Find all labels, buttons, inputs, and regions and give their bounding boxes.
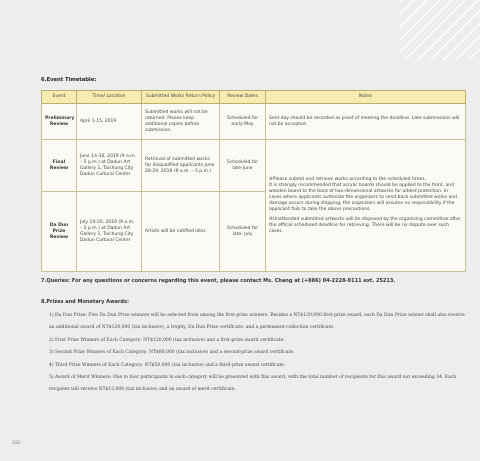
time-location-cell: June 14-16, 2019 (9 a.m. – 5 p.m.) at Dadun Art Gallery 1, Taichung City Dadun Cultural Center — [77, 140, 142, 192]
list-item: 2) First Prize Winners of Each Category: NT$120,000 (tax inclusive) and a first-prize award certificate. — [49, 337, 285, 343]
list-item: 5) Award of Merit Winners: One to four participants in each category will be presented with this award, with the total number of recipients for this award not exceeding 34. Each recipient will receive NT$15,000 (tax inclusive) and an award of merit certificate. — [49, 375, 457, 392]
decorative-stripes — [400, 0, 480, 60]
table-row-final — [42, 140, 466, 192]
table-header-row — [42, 91, 466, 104]
list-item: 4) Third Prize Winners of Each Category: NT$50,000 (tax inclusive) and a third-prize award certificate. — [49, 362, 286, 368]
column-header-event: Event — [42, 91, 77, 104]
return-policy-cell: Artists will be notified later. — [142, 192, 220, 272]
return-policy-cell: Submitted works will not be returned. Please keep additional copies before submission. — [142, 104, 220, 140]
time-location-cell: April 1-15, 2019 — [77, 104, 142, 140]
table-row-preliminary — [42, 104, 466, 140]
list-item: 1) Da Dun Prize: Five Da Dun Prize winners will be selected from among the first-prize winners. Besides a NT$120,000 first-prize award, each Da Dun Prize winner shall also receive an additional award of NT$120,000 (tax inclusive), a trophy, Da Dun Prize certificate, and a permanent-collection certificate. — [49, 313, 465, 330]
review-dates-cell: Scheduled for late- July — [220, 192, 266, 272]
prizes-heading: 8.Prizes and Monetary Awards: — [41, 299, 129, 305]
prizes-list — [49, 310, 469, 397]
list-item: 3) Second Prize Winners of Each Category: NT$80,000 (tax inclusive) and a second-prize award certificate. — [49, 350, 295, 355]
review-dates-cell: Scheduled for early-May — [220, 104, 266, 140]
note-paragraph: ※Unattended submitted artworks will be disposed by the organizing committee after the official scheduled deadline for retrieving. There will be no dispute over such cases. — [269, 216, 461, 234]
notes-cell: Sent day should be recorded as proof of meeting the deadline. Late submissions will not be accepted. — [266, 104, 466, 140]
column-header-notes: Notes — [266, 91, 466, 104]
return-policy-cell: Retrieval of submitted works for disqualified applicants June 28-29, 2019 (9 a.m. – 5 p.m.) — [142, 140, 220, 192]
column-header-review-dates: Review Dates — [220, 91, 266, 104]
note-paragraph: It is strongly recommended that acrylic boards should be applied to the front, and wooden board to the back of two-dimensional artworks for added protection. In cases where applicants authorize the organizers to send back submitted works and damage occurs during shipping, the organizers will assume no responsibility if the applicant fails to take the above precautions. — [269, 182, 458, 212]
queries-paragraph: 7.Queries: For any questions or concerns regarding this event, please contact Ms. Chang at (+886) 04-2228-9111 ext. 25213. — [41, 278, 396, 284]
event-cell: Final Review — [42, 140, 77, 192]
event-cell: Da Dun Prize Review — [42, 192, 77, 272]
event-cell: Preliminary Review — [42, 104, 77, 140]
review-dates-cell: Scheduled for late-June — [220, 140, 266, 192]
event-timetable — [41, 90, 466, 272]
page-number: 282 — [12, 441, 21, 446]
merged-notes-cell — [266, 140, 466, 272]
column-header-return-policy: Submitted Works Return Policy — [142, 91, 220, 104]
note-paragraph: ※Please submit and retrieve works according to the scheduled times. — [269, 176, 426, 182]
column-header-time-location: Time/ Location — [77, 91, 142, 104]
event-timetable-heading: 6.Event Timetable: — [41, 77, 97, 83]
time-location-cell: July 19-20, 2019 (9 a.m. – 5 p.m.) at Dadun Art Gallery 1, Taichung City Dadun Cultural Center — [77, 192, 142, 272]
